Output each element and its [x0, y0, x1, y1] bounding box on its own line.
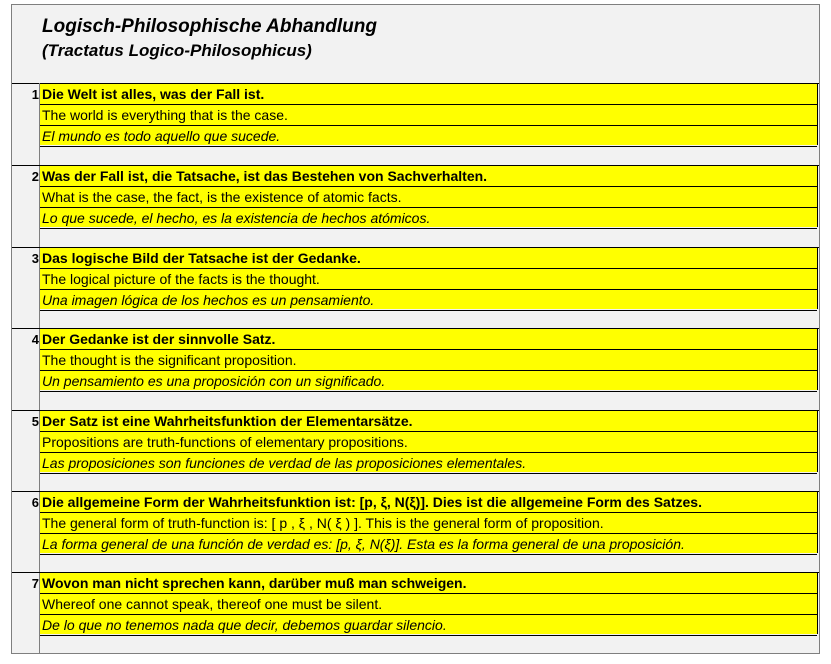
- proposition-number: 7: [31, 576, 39, 591]
- german-text: Wovon man nicht sprechen kann, darüber muß man schweigen.: [40, 573, 817, 594]
- proposition-rows: [40, 573, 818, 634]
- english-text: The world is everything that is the case.: [40, 105, 817, 126]
- spreadsheet-sheet: [11, 4, 820, 654]
- document-subtitle: (Tractatus Logico-Philosophicus): [42, 41, 312, 60]
- spanish-text: Las proposiciones son funciones de verdad de las proposiciones elementales.: [40, 453, 817, 474]
- english-text: Propositions are truth-functions of elementary propositions.: [40, 432, 817, 453]
- proposition-5: [12, 411, 819, 472]
- proposition-4: [12, 329, 819, 390]
- proposition-number: 2: [31, 169, 39, 184]
- german-text: Die Welt ist alles, was der Fall ist.: [40, 84, 817, 105]
- german-text: Die allgemeine Form der Wahrheitsfunktion ist: [p, ξ, N(ξ)]. Dies ist die allgemeine Form des Satzes.: [40, 492, 817, 513]
- proposition-rows: [40, 248, 818, 309]
- proposition-number: 1: [31, 87, 39, 102]
- spanish-text: Lo que sucede, el hecho, es la existencia de hechos atómicos.: [40, 208, 817, 229]
- proposition-3: [12, 248, 819, 309]
- german-text: Das logische Bild der Tatsache ist der Gedanke.: [40, 248, 817, 269]
- proposition-rows: [40, 492, 818, 553]
- proposition-7: [12, 573, 819, 634]
- title-block: [42, 15, 377, 63]
- german-text: Der Satz ist eine Wahrheitsfunktion der Elementarsätze.: [40, 411, 817, 432]
- spanish-text: La forma general de una función de verdad es: [p, ξ, N(ξ)]. Esta es la forma general de una proposición.: [40, 534, 817, 555]
- english-text: The logical picture of the facts is the thought.: [40, 269, 817, 290]
- proposition-rows: [40, 329, 818, 390]
- english-text: What is the case, the fact, is the existence of atomic facts.: [40, 187, 817, 208]
- german-text: Der Gedanke ist der sinnvolle Satz.: [40, 329, 817, 350]
- proposition-number: 5: [31, 414, 39, 429]
- proposition-rows: [40, 411, 818, 472]
- spanish-text: De lo que no tenemos nada que decir, debemos guardar silencio.: [40, 615, 817, 636]
- english-text: Whereof one cannot speak, thereof one must be silent.: [40, 594, 817, 615]
- english-text: The thought is the significant proposition.: [40, 350, 817, 371]
- proposition-number: 3: [31, 251, 39, 266]
- english-text: The general form of truth-function is: [ p , ξ , N( ξ ) ]. This is the general form of proposition.: [40, 513, 817, 534]
- proposition-6: [12, 492, 819, 553]
- document-title: Logisch-Philosophische Abhandlung: [42, 16, 377, 37]
- proposition-2: [12, 166, 819, 227]
- german-text: Was der Fall ist, die Tatsache, ist das Bestehen von Sachverhalten.: [40, 166, 817, 187]
- proposition-rows: [40, 166, 818, 227]
- spanish-text: Un pensamiento es una proposición con un significado.: [40, 371, 817, 392]
- spanish-text: Una imagen lógica de los hechos es un pensamiento.: [40, 290, 817, 311]
- proposition-1: [12, 84, 819, 145]
- proposition-rows: [40, 84, 818, 145]
- proposition-number: 4: [31, 332, 39, 347]
- proposition-number: 6: [31, 495, 39, 510]
- spanish-text: El mundo es todo aquello que sucede.: [40, 126, 817, 147]
